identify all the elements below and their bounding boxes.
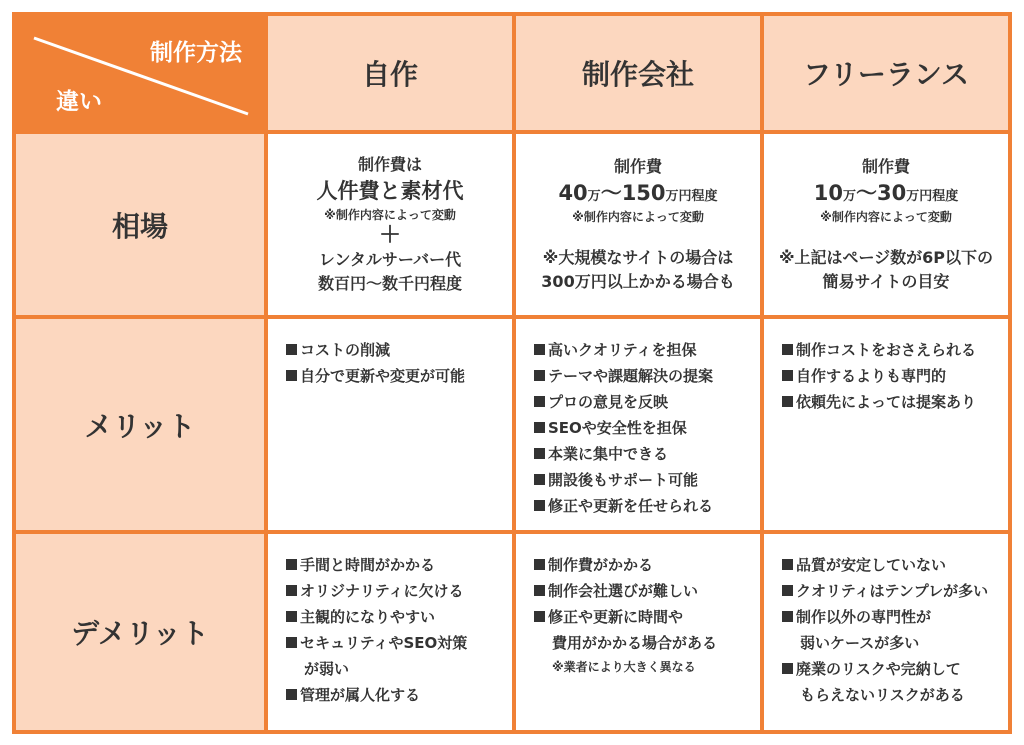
corner-top-label: 制作方法 [150, 40, 242, 66]
list-item: 管理が属人化する [286, 682, 512, 708]
list-item: 制作会社選びが難しい [534, 578, 760, 604]
list-item: 主観的になりやすい [286, 604, 512, 630]
market-freelance-range [814, 179, 959, 208]
list-item: テーマや課題解決の提案 [534, 363, 760, 389]
list-item: 自分で更新や変更が可能 [286, 363, 512, 389]
list-item: 依頼先によっては提案あり [782, 389, 1008, 415]
demerit-company-list [516, 534, 760, 678]
list-item: 本業に集中できる [534, 441, 760, 467]
list-item-continued: が弱い [304, 660, 350, 678]
market-freelance-extra2: 簡易サイトの目安 [822, 272, 950, 292]
market-freelance-note: ※制作内容によって変動 [820, 210, 952, 225]
list-item-continued: 費用がかかる場合がある [552, 634, 718, 652]
list-item: 制作コストをおさえられる [782, 337, 1008, 363]
list-item: コストの削減 [286, 337, 512, 363]
merit-freelance [764, 319, 1008, 530]
market-freelance-high: 30 [877, 180, 907, 205]
demerit-self [268, 534, 512, 730]
market-freelance-tilde: 〜 [856, 180, 877, 205]
merit-company-list [516, 319, 760, 519]
demerit-company [516, 534, 760, 730]
list-item-note: ※業者により大きく異なる [552, 660, 696, 674]
list-item: オリジナリティに欠ける [286, 578, 512, 604]
merit-freelance-list [764, 319, 1008, 415]
column-header-company: 制作会社 [516, 16, 760, 130]
market-freelance-high-unit: 万円程度 [906, 188, 959, 204]
list-item: プロの意見を反映 [534, 389, 760, 415]
market-freelance-low-unit: 万 [842, 188, 856, 204]
list-item: 自作するよりも専門的 [782, 363, 1008, 389]
market-freelance [764, 134, 1008, 315]
list-item: 制作費がかかる [534, 552, 760, 578]
plus-sign: ＋ [378, 223, 401, 249]
list-item: セキュリティやSEO対策 [286, 630, 512, 656]
market-company-low-unit: 万 [587, 188, 601, 204]
market-company-note: ※制作内容によって変動 [572, 210, 704, 225]
list-item-continued: 弱いケースが多い [800, 634, 920, 652]
list-item: 制作以外の専門性が [782, 604, 1008, 630]
market-company-line1: 制作費 [613, 156, 662, 176]
merit-self [268, 319, 512, 530]
market-freelance-line1: 制作費 [861, 156, 910, 176]
market-company-extra2: 300万円以上かかる場合も [541, 272, 735, 292]
market-company-tilde: 〜 [600, 180, 622, 205]
row-header-demerit: デメリット [16, 534, 264, 730]
column-header-freelance: フリーランス [764, 16, 1008, 130]
market-company-extra1: ※大規模なサイトの場合は [542, 248, 734, 268]
market-freelance-extra1: ※上記はページ数が6P以下の [778, 248, 994, 268]
market-self-line2: 人件費と素材代 [316, 178, 464, 203]
column-header-self: 自作 [268, 16, 512, 130]
list-item: 開設後もサポート可能 [534, 467, 760, 493]
comparison-table [12, 12, 1012, 734]
list-item: クオリティはテンプレが多い [782, 578, 1008, 604]
market-company-range [558, 179, 717, 208]
demerit-freelance [764, 534, 1008, 730]
market-company [516, 134, 760, 315]
list-item: 廃業のリスクや完納して [782, 656, 1008, 682]
market-self-line1: 制作費は [357, 154, 422, 174]
list-item: 高いクオリティを担保 [534, 337, 760, 363]
corner-cell [16, 16, 264, 130]
market-self-line3: レンタルサーバー代 [318, 250, 462, 270]
market-freelance-low: 10 [813, 180, 843, 205]
corner-bottom-label: 違い [56, 89, 102, 115]
row-header-merit: メリット [16, 319, 264, 530]
list-item: 品質が安定していない [782, 552, 1008, 578]
list-item: 修正や更新に時間や [534, 604, 760, 630]
list-item: 修正や更新を任せられる [534, 493, 760, 519]
list-item-continued: もらえないリスクがある [800, 686, 965, 704]
market-company-high-unit: 万円程度 [665, 188, 718, 204]
market-company-low: 40 [558, 180, 588, 205]
row-header-market: 相場 [16, 134, 264, 315]
merit-self-list [268, 319, 512, 389]
market-self-note: ※制作内容によって変動 [324, 208, 456, 223]
demerit-self-list [268, 534, 512, 708]
market-self [268, 134, 512, 315]
list-item: 手間と時間がかかる [286, 552, 512, 578]
market-company-high: 150 [621, 180, 666, 205]
list-item: SEOや安全性を担保 [534, 415, 760, 441]
merit-company [516, 319, 760, 530]
demerit-freelance-list [764, 534, 1008, 708]
market-self-line4: 数百円〜数千円程度 [317, 274, 462, 294]
